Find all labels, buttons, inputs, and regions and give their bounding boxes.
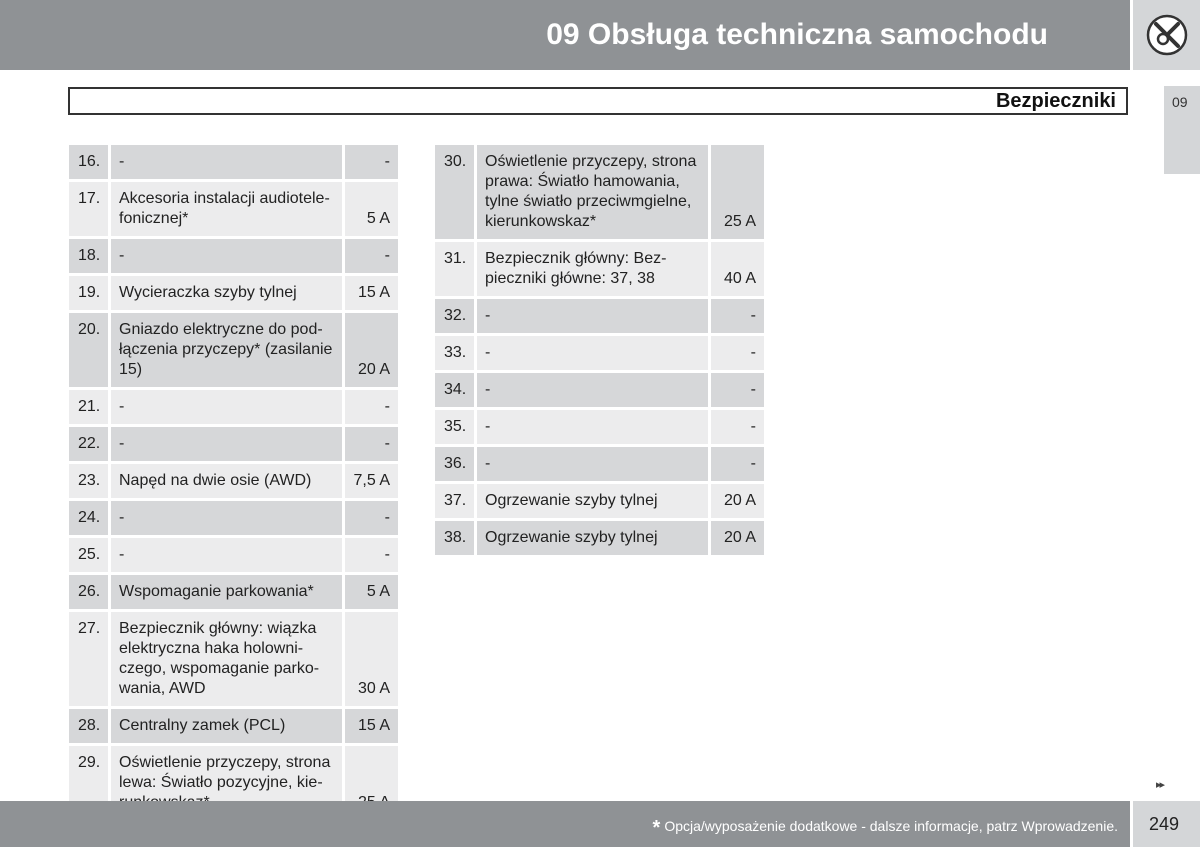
fuse-number: 29. <box>69 746 108 820</box>
fuse-description: Akcesoria instalacji audiotele-fonicznej* <box>111 182 342 236</box>
fuse-amperage: - <box>711 447 764 481</box>
fuse-number: 27. <box>69 612 108 706</box>
fuse-number: 24. <box>69 501 108 535</box>
fuse-description: Wycieraczka szyby tylnej <box>111 276 342 310</box>
chapter-title: 09 Obsługa techniczna samochodu <box>546 18 1048 51</box>
page-number: 249 <box>1149 814 1180 834</box>
fuse-amperage: - <box>711 336 764 370</box>
fuse-amperage: 5 A <box>345 575 398 609</box>
footnote <box>653 817 1118 840</box>
fuse-number: 16. <box>69 145 108 179</box>
fuse-amperage: 40 A <box>711 242 764 296</box>
page-number-box <box>1133 801 1200 847</box>
fuse-description: - <box>477 373 708 407</box>
wrench-gear-icon <box>1146 14 1188 56</box>
fuse-amperage: 20 A <box>345 313 398 387</box>
fuse-description: - <box>477 447 708 481</box>
fuse-description: Wspomaganie parkowania* <box>111 575 342 609</box>
fuse-amperage: 5 A <box>345 182 398 236</box>
fuse-description: - <box>111 239 342 273</box>
fuse-amperage: 15 A <box>345 276 398 310</box>
fuse-description: Napęd na dwie osie (AWD) <box>111 464 342 498</box>
fuse-description: Bezpiecznik główny: Bez-pieczniki główne: 37, 38 <box>477 242 708 296</box>
fuse-number: 38. <box>435 521 474 555</box>
fuse-amperage: - <box>345 145 398 179</box>
continue-arrow-icon: ▸▸ <box>1156 779 1164 791</box>
fuse-amperage: - <box>345 501 398 535</box>
fuse-amperage: - <box>711 373 764 407</box>
fuse-number: 19. <box>69 276 108 310</box>
fuse-description: Centralny zamek (PCL) <box>111 709 342 743</box>
fuse-number: 36. <box>435 447 474 481</box>
fuse-number: 18. <box>69 239 108 273</box>
fuse-description: - <box>111 390 342 424</box>
header-bar <box>0 0 1130 70</box>
fuse-number: 32. <box>435 299 474 333</box>
fuse-description: Gniazdo elektryczne do pod-łączenia przyczepy* (zasilanie 15) <box>111 313 342 387</box>
fuse-description: - <box>477 336 708 370</box>
fuse-number: 37. <box>435 484 474 518</box>
fuse-amperage: 7,5 A <box>345 464 398 498</box>
fuse-description: Oświetlenie przyczepy, strona prawa: Światło hamowania, tylne światło przeciwmgielne, kierunkowskaz* <box>477 145 708 239</box>
section-title: Bezpieczniki <box>995 90 1116 112</box>
fuse-amperage: 15 A <box>345 709 398 743</box>
fuse-number: 34. <box>435 373 474 407</box>
fuse-description: Ogrzewanie szyby tylnej <box>477 521 708 555</box>
fuse-number: 26. <box>69 575 108 609</box>
fuse-amperage: 30 A <box>345 612 398 706</box>
fuse-amperage: - <box>711 299 764 333</box>
fuse-description: - <box>111 427 342 461</box>
fuse-description: - <box>477 299 708 333</box>
chapter-tab <box>1164 86 1200 174</box>
fuse-description: Oświetlenie przyczepy, strona lewa: Światło pozycyjne, kie- <box>111 746 342 820</box>
fuse-table-left <box>69 145 398 820</box>
fuse-amperage: 25 A <box>711 145 764 239</box>
fuse-description: Ogrzewanie szyby tylnej <box>477 484 708 518</box>
fuse-number: 25. <box>69 538 108 572</box>
fuse-amperage: - <box>711 410 764 444</box>
footer-bar <box>0 801 1130 847</box>
fuse-amperage: - <box>345 390 398 424</box>
fuse-description: - <box>111 538 342 572</box>
footnote-star: * <box>652 817 661 839</box>
fuse-number: 21. <box>69 390 108 424</box>
fuse-number: 23. <box>69 464 108 498</box>
fuse-amperage: - <box>345 427 398 461</box>
chapter-tab-label: 09 <box>1172 94 1188 110</box>
fuse-number: 28. <box>69 709 108 743</box>
fuse-amperage: - <box>345 538 398 572</box>
fuse-table-right <box>435 145 764 555</box>
fuse-number: 22. <box>69 427 108 461</box>
fuse-amperage: 20 A <box>711 521 764 555</box>
fuse-amperage: 20 A <box>711 484 764 518</box>
fuse-description: - <box>477 410 708 444</box>
fuse-number: 31. <box>435 242 474 296</box>
fuse-number: 35. <box>435 410 474 444</box>
fuse-amperage: - <box>345 239 398 273</box>
fuse-description: Bezpiecznik główny: wiązka elektryczna haka holowni-czego, wspomaganie parko-wania, AWD <box>111 612 342 706</box>
chapter-icon-box <box>1133 0 1200 70</box>
fuse-number: 20. <box>69 313 108 387</box>
fuse-number: 30. <box>435 145 474 239</box>
section-header <box>68 87 1128 115</box>
fuse-number: 33. <box>435 336 474 370</box>
fuse-description: - <box>111 145 342 179</box>
footnote-text: Opcja/wyposażenie dodatkowe - dalsze informacje, patrz Wprowadzenie. <box>664 818 1118 834</box>
fuse-number: 17. <box>69 182 108 236</box>
fuse-description: - <box>111 501 342 535</box>
